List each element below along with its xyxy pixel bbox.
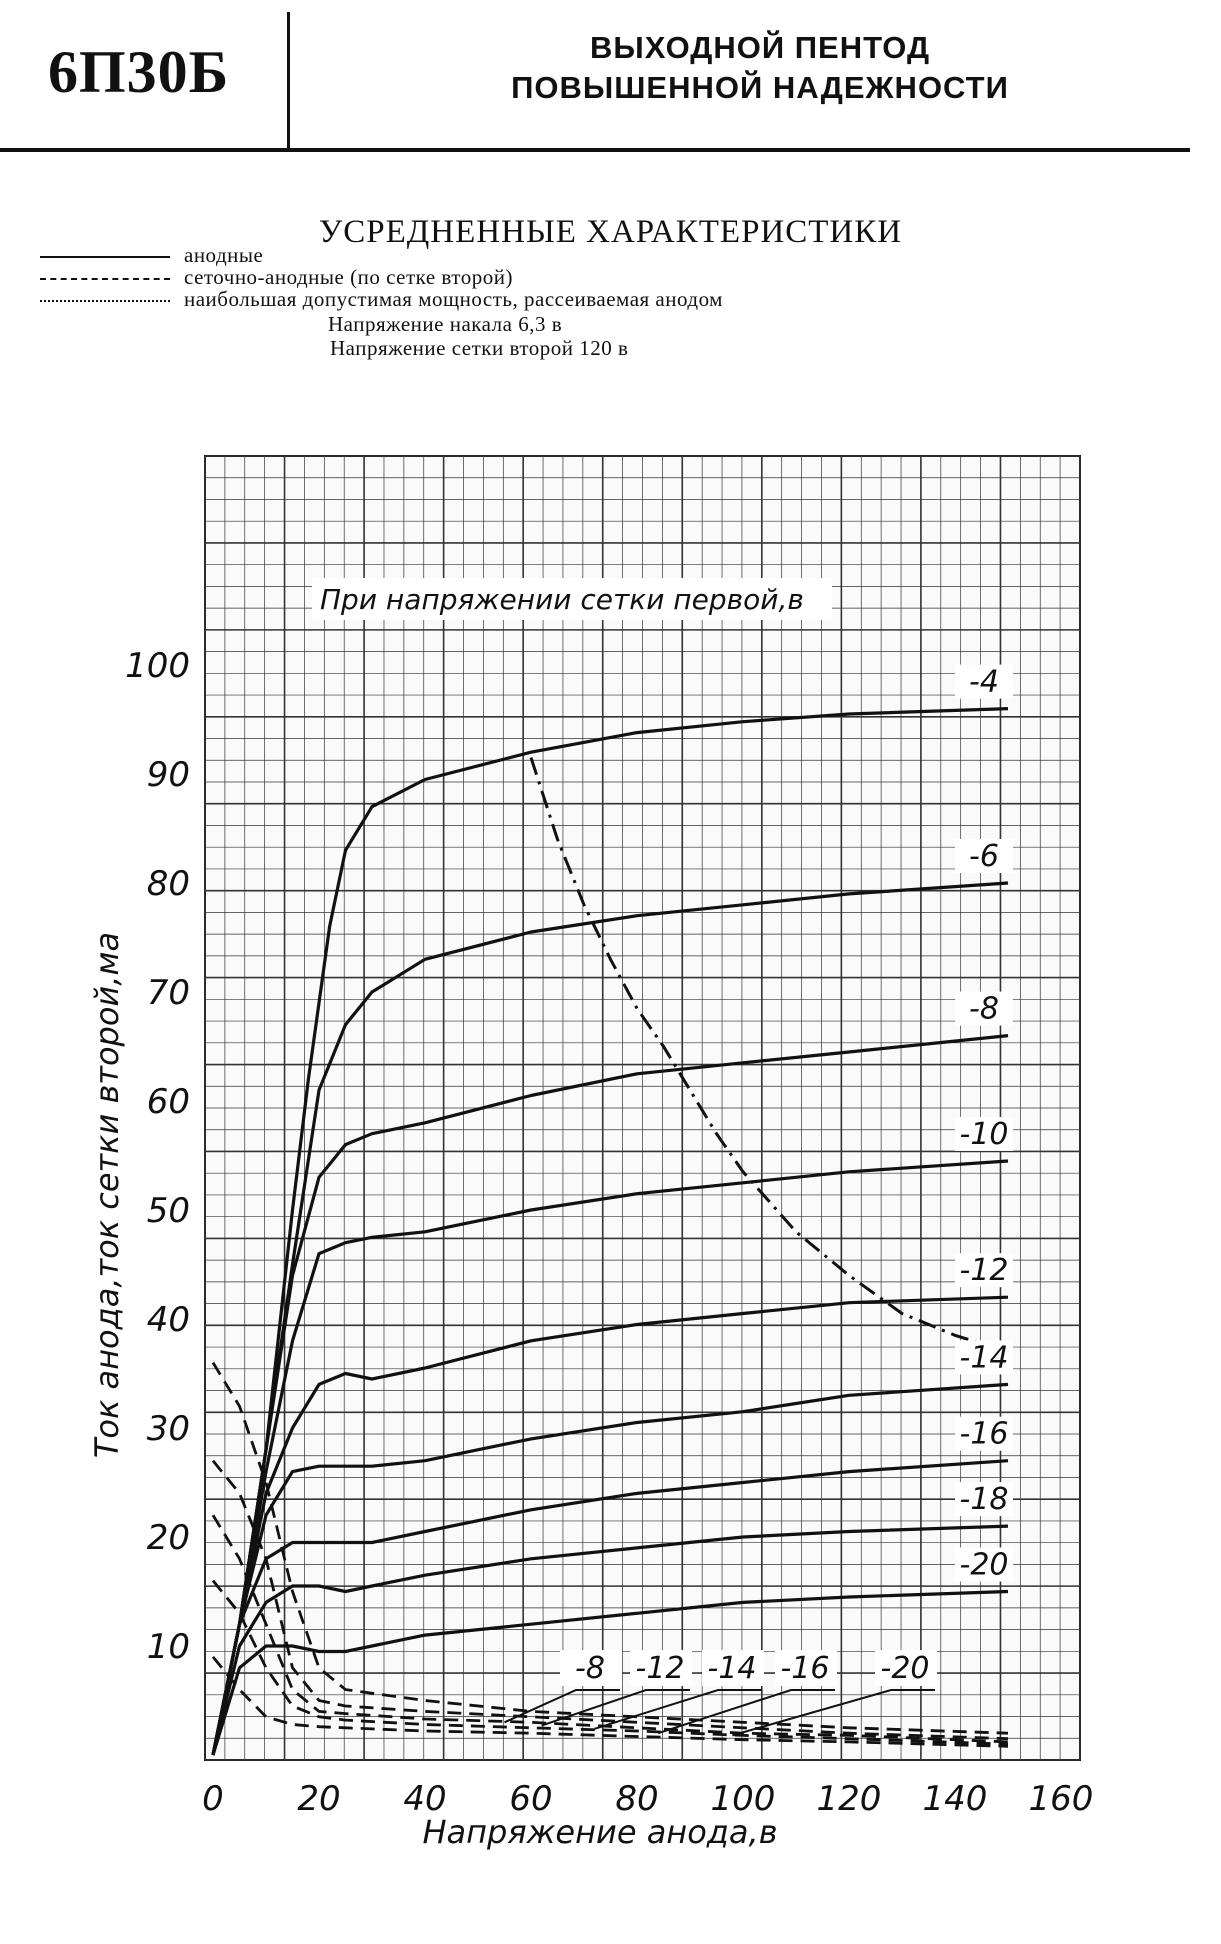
anode-label-neg4: -4 xyxy=(969,664,999,700)
x-axis-label: Напряжение анода,в xyxy=(422,1813,778,1851)
y-tick-label: 40 xyxy=(146,1300,190,1340)
tube-type: 6П30Б xyxy=(48,39,230,105)
y-tick-label: 80 xyxy=(146,864,190,904)
anode-label-neg6: -6 xyxy=(969,839,999,874)
header-title-line2: ПОВЫШЕННОЙ НАДЕЖНОСТИ xyxy=(511,70,1009,105)
screen-label-neg16: -16 xyxy=(780,1651,830,1686)
screen-label-neg14: -14 xyxy=(707,1651,757,1686)
x-tick-label: 160 xyxy=(1028,1779,1094,1819)
chart-subtitle: УСРЕДНЕННЫЕ ХАРАКТЕРИСТИКИ xyxy=(318,214,903,250)
x-tick-label: 0 xyxy=(202,1779,224,1819)
chart-grid xyxy=(205,456,1080,1760)
filament-voltage-note: Напряжение накала 6,3 в xyxy=(328,312,563,336)
x-tick-label: 80 xyxy=(615,1779,659,1819)
legend-anode-label: анодные xyxy=(184,243,264,267)
anode-label-neg12: -12 xyxy=(959,1253,1009,1289)
y-tick-label: 60 xyxy=(146,1082,190,1122)
x-tick-label: 140 xyxy=(922,1779,988,1819)
header-title-line1: ВЫХОДНОЙ ПЕНТОД xyxy=(589,30,931,65)
y-tick-label: 30 xyxy=(146,1409,190,1449)
screen-label-neg12: -12 xyxy=(635,1651,685,1686)
anode-label-neg14: -14 xyxy=(959,1340,1009,1376)
y-tick-label: 50 xyxy=(146,1191,190,1231)
anode-label-neg8: -8 xyxy=(969,991,999,1027)
y-tick-label: 20 xyxy=(146,1518,190,1558)
chart-title: При напряжении сетки первой,в xyxy=(320,583,804,616)
screen-label-neg20: -20 xyxy=(880,1651,930,1686)
chart-title-box xyxy=(312,578,832,620)
screen-label-neg8: -8 xyxy=(575,1651,605,1686)
legend-max-power-label: наибольшая допустимая мощность, рассеиваемая анодом xyxy=(184,287,723,311)
anode-label-neg16: -16 xyxy=(959,1416,1009,1452)
x-tick-label: 20 xyxy=(297,1779,341,1819)
y-tick-label: 70 xyxy=(146,973,190,1013)
anode-label-neg18: -18 xyxy=(959,1482,1009,1518)
x-tick-label: 40 xyxy=(403,1779,447,1819)
x-tick-label: 120 xyxy=(816,1779,882,1819)
anode-label-neg10: -10 xyxy=(959,1116,1009,1152)
x-tick-label: 60 xyxy=(509,1779,553,1819)
y-axis-label: Ток анода,ток сетки второй,ма xyxy=(88,931,126,1459)
y-tick-label: 90 xyxy=(146,755,190,795)
y-tick-label: 100 xyxy=(125,646,190,686)
screen-voltage-note: Напряжение сетки второй 120 в xyxy=(330,336,629,360)
y-tick-label: 10 xyxy=(146,1627,190,1667)
anode-label-neg20: -20 xyxy=(959,1547,1009,1583)
legend-screen-label: сеточно-анодные (по сетке второй) xyxy=(184,265,513,289)
x-tick-label: 100 xyxy=(710,1779,776,1819)
